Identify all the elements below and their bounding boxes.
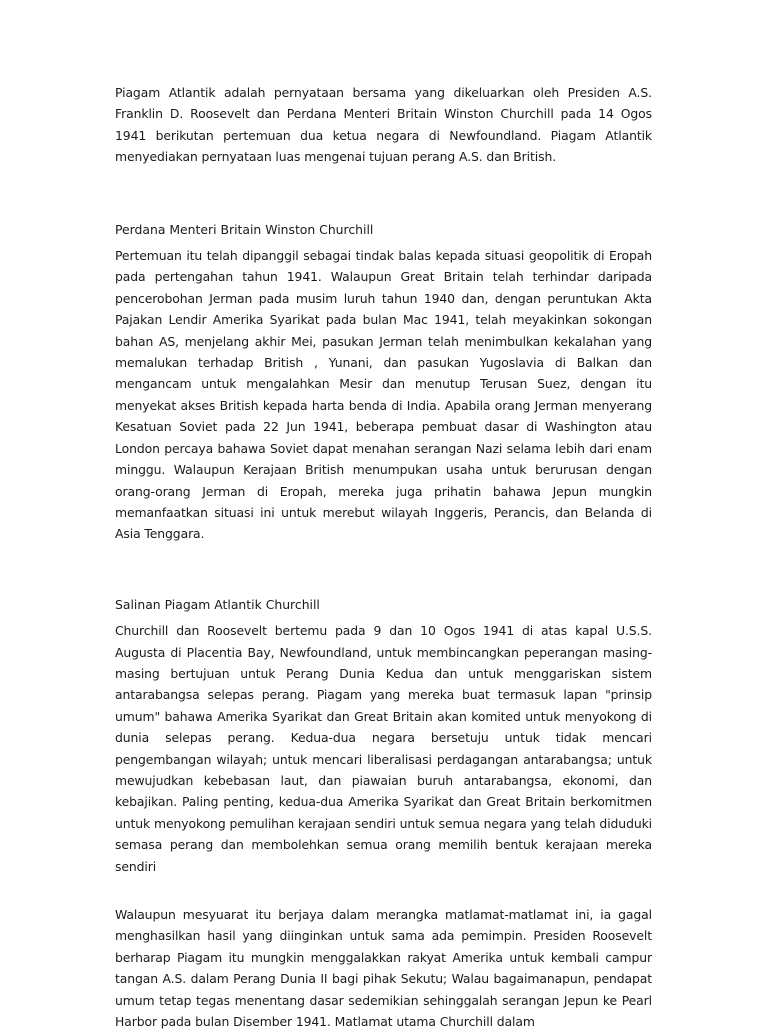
- intro-paragraph: Piagam Atlantik adalah pernyataan bersama yang dikeluarkan oleh Presiden A.S. Franklin D. Roosevelt dan Perdana Menteri Britain Winston Churchill pada 14 Ogos 1941 berikutan pertemuan dua ketua negara di Newfoundland. Piagam Atlantik menyediakan pernyataan luas mengenai tujuan perang A.S. dan British.: [115, 85, 652, 165]
- section-heading-charter-copy: Salinan Piagam Atlantik Churchill: [115, 596, 320, 612]
- closing-paragraph: Walaupun mesyuarat itu berjaya dalam merangka matlamat-matlamat ini, ia gagal menghasilkan hasil yang diinginkan untuk sama ada pemimpin. Presiden Roosevelt berharap Piagam itu mungkin menggalakkan rakyat Amerika untuk kembali campur tangan A.S. dalam Perang Dunia II bagi pihak Sekutu; Walau bagaimanapun, pendapat umum tetap tegas menentang dasar sedemikian sehinggalah serangan Jepun ke Pearl Harbor pada bulan Disember 1941. Matlamat utama Churchill dalam: [115, 907, 652, 1030]
- section-body-charter-copy: Churchill dan Roosevelt bertemu pada 9 dan 10 Ogos 1941 di atas kapal U.S.S. Augusta di Placentia Bay, Newfoundland, untuk membincangkan peperangan masing-masing bertujuan untuk Perang Dunia Kedua dan untuk menggariskan sistem antarabangsa selepas perang. Piagam yang mereka buat termasuk lapan "prinsip umum" bahawa Amerika Syarikat dan Great Britain akan komited untuk menyokong di dunia selepas perang. Kedua-dua negara bersetuju untuk tidak mencari pengembangan wilayah; untuk mencari liberalisasi perdagangan antarabangsa; untuk mewujudkan kebebasan laut, dan piawaian buruh antarabangsa, ekonomi, dan kebajikan. Paling penting, kedua-dua Amerika Syarikat dan Great Britain berkomitmen untuk menyokong pemulihan kerajaan sendiri untuk semua negara yang telah diduduki semasa perang dan membolehkan semua orang memilih bentuk kerajaan mereka sendiri: [115, 623, 652, 874]
- section-body-churchill: Pertemuan itu telah dipanggil sebagai tindak balas kepada situasi geopolitik di Eropah pada pertengahan tahun 1941. Walaupun Great Britain telah terhindar daripada pencerobohan Jerman pada musim luruh tahun 1940 dan, dengan peruntukan Akta Pajakan Lendir Amerika Syarikat pada bulan Mac 1941, telah meyakinkan sokongan bahan AS, menjelang akhir Mei, pasukan Jerman telah menimbulkan kekalahan yang memalukan terhadap British , Yunani, dan pasukan Yugoslavia di Balkan dan mengancam untuk mengalahkan Mesir dan menutup Terusan Suez, dengan itu menyekat akses British kepada harta benda di India. Apabila orang Jerman menyerang Kesatuan Soviet pada 22 Jun 1941, beberapa pembuat dasar di Washington atau London percaya bahawa Soviet dapat menahan serangan Nazi selama lebih dari enam minggu. Walaupun Kerajaan British menumpukan usaha untuk berurusan dengan orang-orang Jerman di Eropah, mereka juga prihatin bahawa Jepun mungkin memanfaatkan situasi ini untuk merebut wilayah Inggeris, Perancis, dan Belanda di Asia Tenggara.: [115, 248, 652, 542]
- section-heading-churchill: Perdana Menteri Britain Winston Churchill: [115, 221, 374, 237]
- document-page: [115, 82, 652, 1032]
